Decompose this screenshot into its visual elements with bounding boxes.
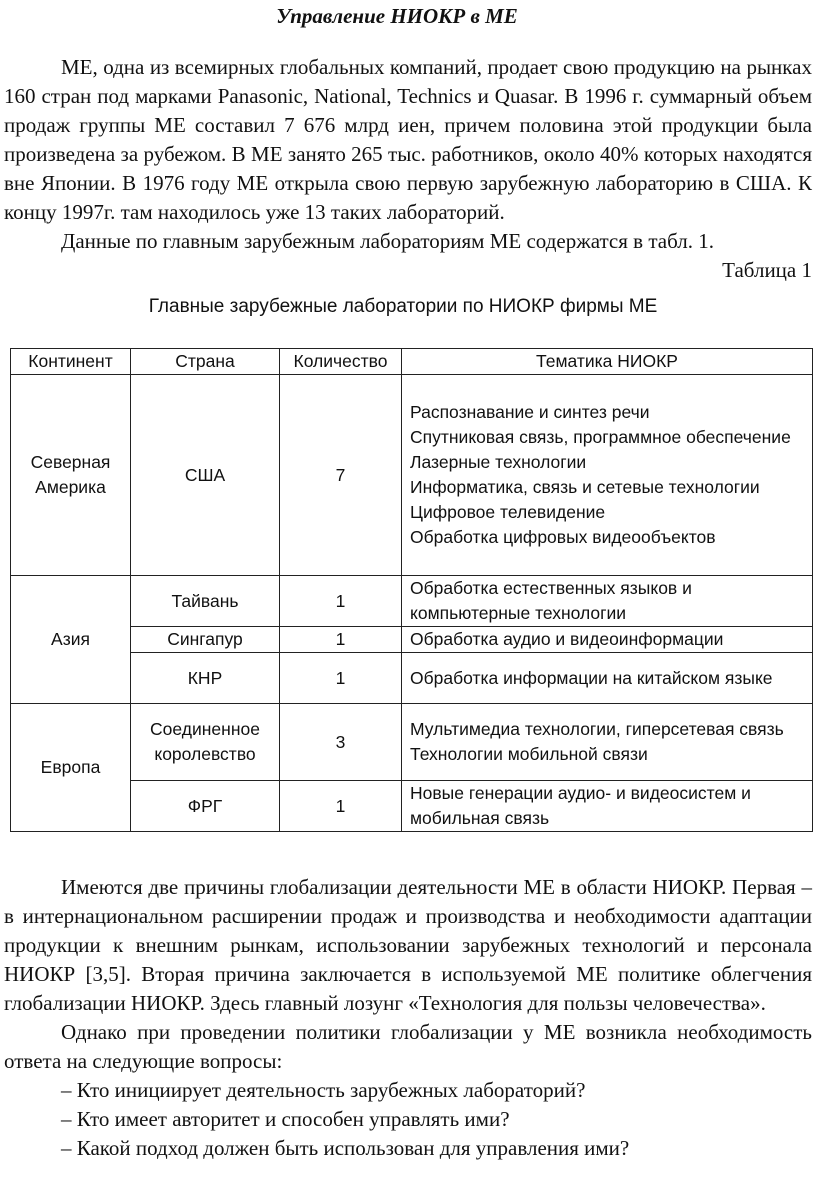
topic-line: Обработка цифровых видеообъектов [410,527,716,547]
question-item: – Какой подход должен быть использован для управления ими? [61,1136,630,1160]
topic-line: Информатика, связь и сетевые технологии [410,477,760,497]
continent-cell: Северная Америка [11,375,131,576]
table-header-row [11,349,813,375]
topics-cell: Новые генерации аудио- и видеосистем и мобильная связь [402,781,813,832]
topics-cell [402,704,813,781]
header-country: Страна [131,349,280,375]
topics-cell: Обработка аудио и видеоинформации [402,627,813,653]
table-row [11,627,813,653]
document-page [0,3,816,1182]
count-cell: 3 [280,704,402,781]
country-cell: КНР [131,653,280,704]
header-count: Количество [280,349,402,375]
document-title: Управление НИОКР в МЕ [276,4,518,28]
table-number: Таблица 1 [722,258,812,282]
topic-line: Распознавание и синтез речи [410,402,650,422]
header-continent: Континент [11,349,131,375]
topic-line: Цифровое телевидение [410,502,606,522]
count-cell: 1 [280,627,402,653]
table-row [11,576,813,627]
table-row [11,704,813,781]
count-cell: 1 [280,576,402,627]
table-caption: Главные зарубежные лаборатории по НИОКР фирмы МЕ [148,296,658,317]
count-cell: 7 [280,375,402,576]
outro-paragraph-2: Однако при проведении политики глобализации у МЕ возникла необходимость ответа на следующие вопросы: [4,1020,812,1073]
count-cell: 1 [280,653,402,704]
outro-paragraph-1: Имеются две причины глобализации деятельности МЕ в области НИОКР. Первая – в интернациональном расширении продаж и производства и необходимости адаптации продукции к внешним рынкам, использовании зарубежных технологий и персонала НИОКР [3,5]. Вторая причина заключается в используемой МЕ политике облегчения глобализации НИОКР. Здесь главный лозунг «Технология для пользы человечества». [4,875,812,1015]
topic-line: Технологии мобильной связи [410,744,648,764]
country-cell: США [131,375,280,576]
labs-table [10,348,813,832]
country-cell: Тайвань [131,576,280,627]
question-item: – Кто имеет авторитет и способен управлять ими? [61,1107,510,1131]
country-cell: ФРГ [131,781,280,832]
question-item: – Кто инициирует деятельность зарубежных лабораторий? [61,1078,586,1102]
intro-paragraph-2: Данные по главным зарубежным лабораториям МЕ содержатся в табл. 1. [61,229,714,253]
header-topics: Тематика НИОКР [402,349,813,375]
topics-cell: Обработка естественных языков и компьютерные технологии [402,576,813,627]
table-row [11,375,813,576]
topics-cell: Обработка информации на китайском языке [402,653,813,704]
intro-paragraph-1: МЕ, одна из всемирных глобальных компаний, продает свою продукцию на рынках 160 стран под марками Panasonic, National, Technics и Quasar. В 1996 г. суммарный объем продаж группы МЕ составил 7 676 млрд иен, причем половина этой продукции была произведена за рубежом. В МЕ занято 265 тыс. работников, около 40% которых находятся вне Японии. В 1976 году МЕ открыла свою первую зарубежную лабораторию в США. К концу 1997г. там находилось уже 13 таких лабораторий. [4,55,812,224]
table-row [11,653,813,704]
topics-cell [402,375,813,576]
table-row [11,781,813,832]
topic-line: Мультимедиа технологии, гиперсетевая связь [410,719,784,739]
topic-line: Лазерные технологии [410,452,587,472]
lower-section [4,873,812,1163]
topic-line: Спутниковая связь, программное обеспечение [410,427,791,447]
country-cell: Сингапур [131,627,280,653]
country-cell: Соединенное королевство [131,704,280,781]
continent-cell: Европа [11,704,131,832]
count-cell: 1 [280,781,402,832]
continent-cell: Азия [11,576,131,704]
